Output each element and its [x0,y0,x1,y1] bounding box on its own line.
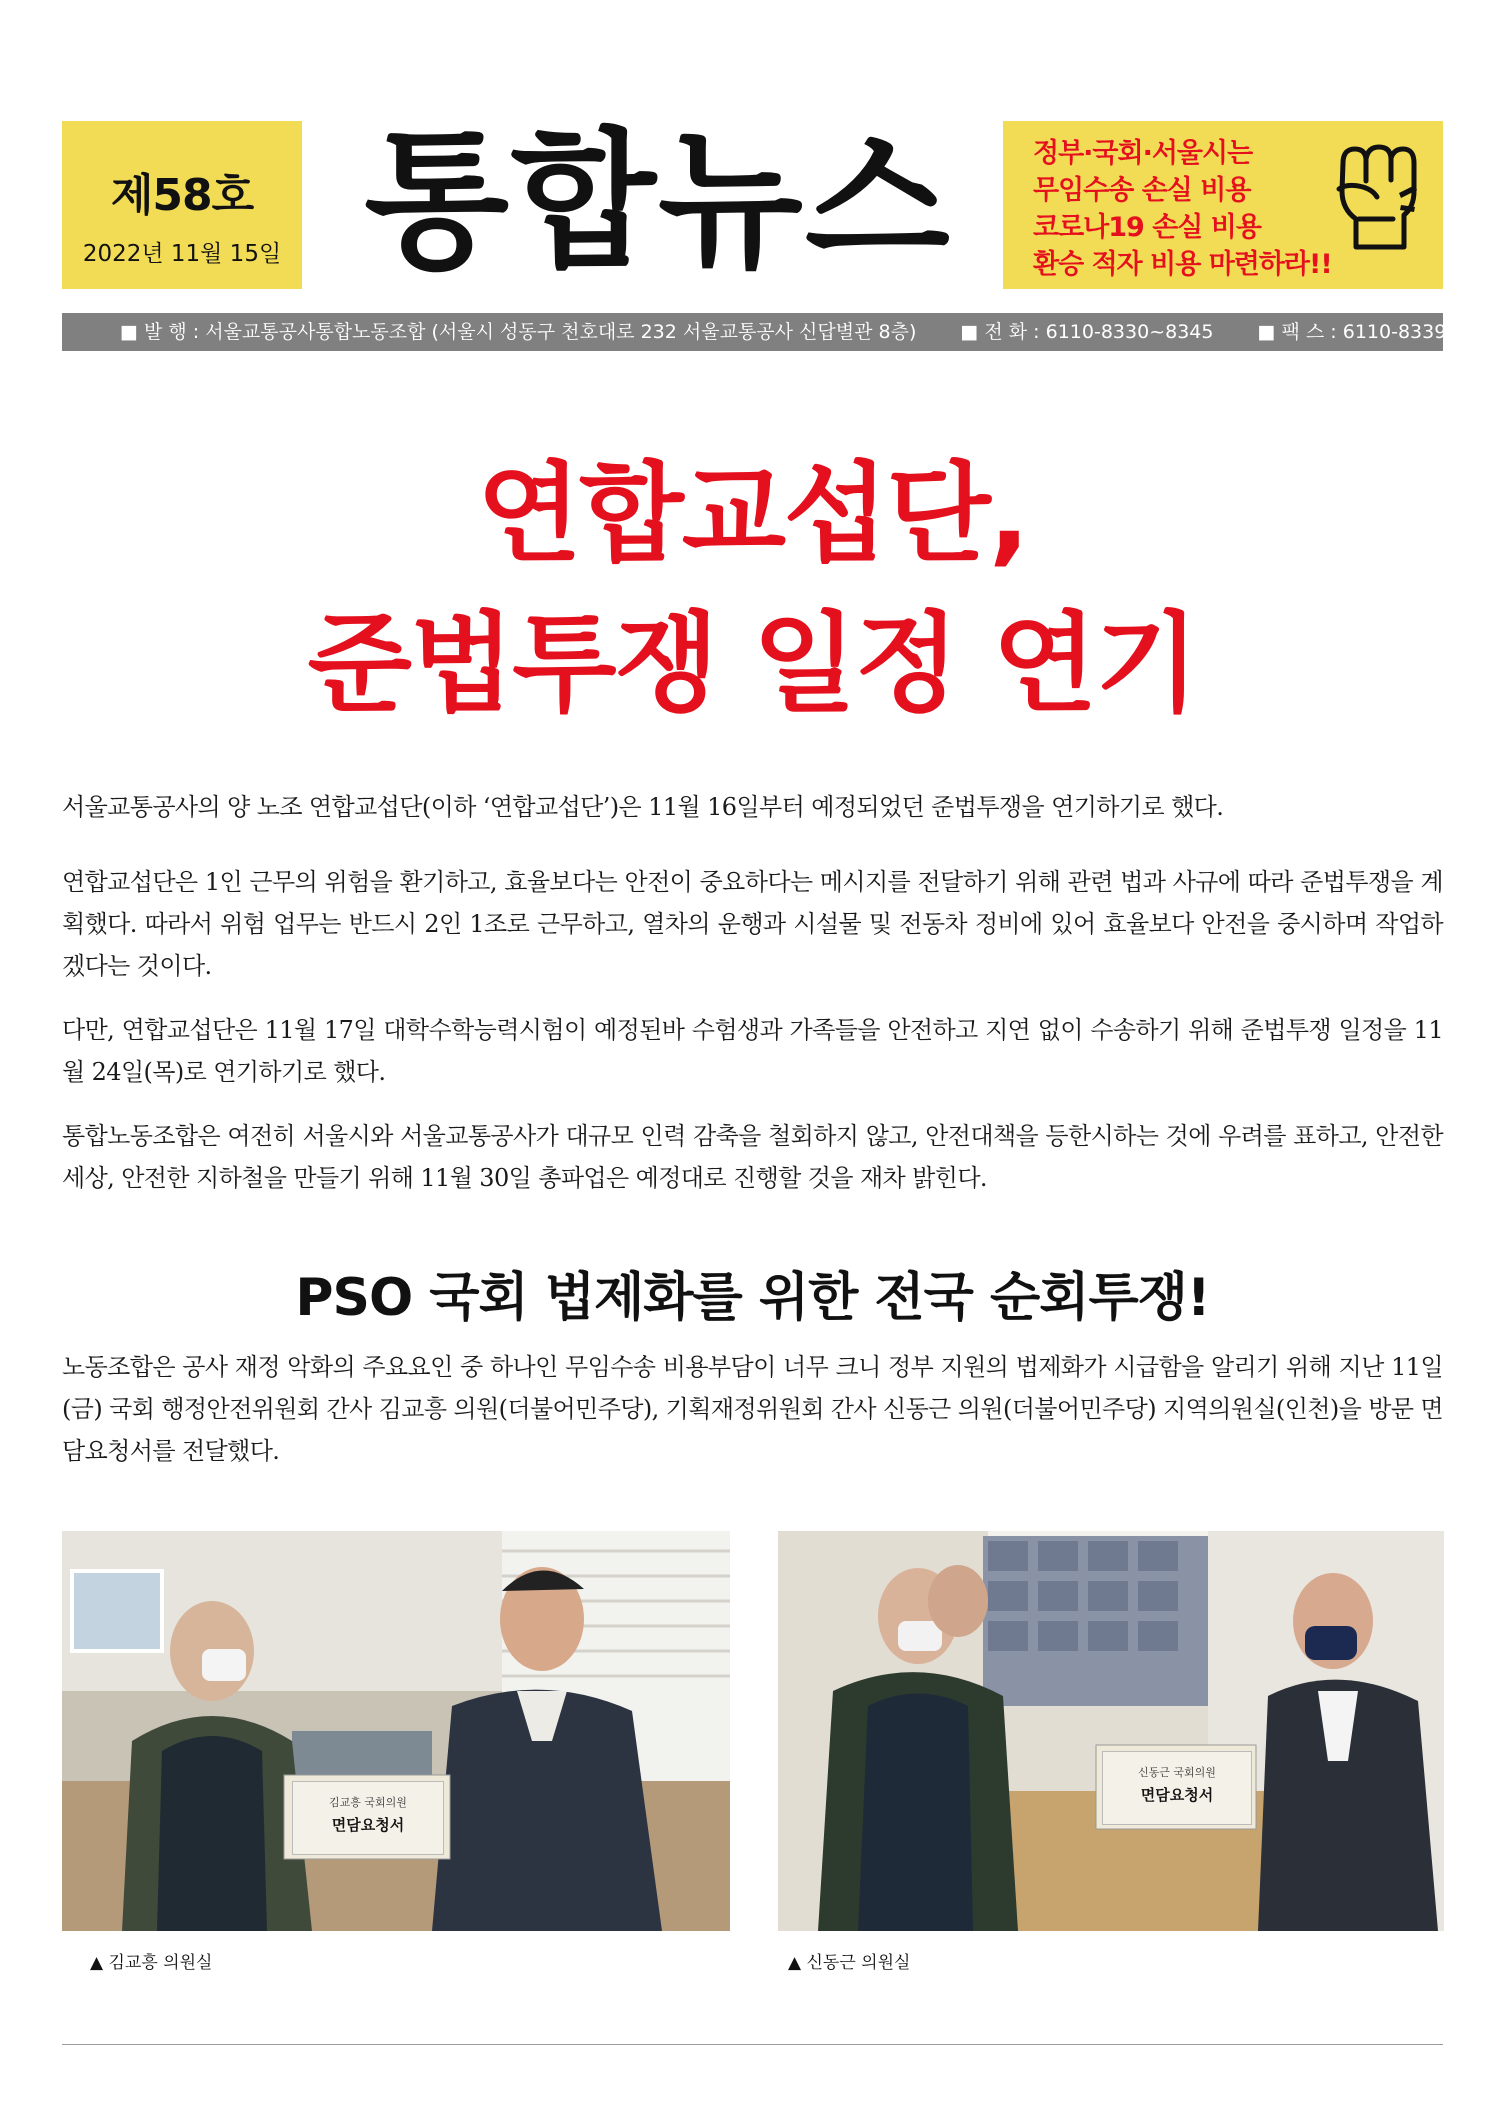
paragraph: 서울교통공사의 양 노조 연합교섭단(이하 ‘연합교섭단’)은 11월 16일부터 예정되었던 준법투쟁을 연기하기로 했다. [62,793,1224,821]
publisher-info: ■ 발 행 : 서울교통공사통합노동조합 (서울시 성동구 천호대로 232 서울교통공사 신답별관 8층) [120,321,917,343]
masthead-title: 통합뉴스 [364,115,952,289]
issue-number: 제58호 [110,170,254,221]
document-title: 면담요청서 [1140,1786,1214,1804]
request-document [1102,1751,1252,1825]
photo-illustration [778,1531,1444,1931]
headline-line: 준법투쟁 일정 연기 [307,602,1198,727]
slogan-box [1003,121,1443,289]
photo-illustration [62,1531,730,1931]
paragraph: 연합교섭단은 1인 근무의 위험을 환기하고, 효율보다는 안전이 중요하다는 메시지를 전달하기 위해 관련 법과 사규에 따라 준법투쟁을 계획했다. 따라서 위험 업무는 반드시 2인 1조로 근무하고, 열차의 운행과 시설물 및 전동차 정비에 있어 효율보다 안전을 중시하며 작업하겠다는 것이다. [62,868,1443,980]
slogan-line: 정부·국회·서울시는 [1033,138,1253,169]
document-recipient: 신동근 국회의원 [1138,1766,1216,1779]
issue-box [62,121,302,289]
fax-info: ■ 팩 스 : 6110-8339 [1257,321,1447,343]
slogan-line: 환승 적자 비용 마련하라!! [1033,249,1332,280]
photo-kim-office [62,1531,730,1931]
raised-fist-icon [1329,133,1429,251]
photo-caption: ▲ 신동근 의원실 [788,1953,911,1973]
pso-paragraph: 노동조합은 공사 재정 악화의 주요요인 중 하나인 무임수송 비용부담이 너무 크니 정부 지원의 법제화가 시급함을 알리기 위해 지난 11일(금) 국회 행정안전위원회 간사 김교흥 의원(더불어민주당), 기획재정위원회 간사 신동근 의원(더불어민주당) 지역의원실(인천)을 방문 면담요청서를 전달했다. [62,1353,1444,1465]
photo-shin-office [778,1531,1444,1931]
paragraph: 다만, 연합교섭단은 11월 17일 대학수학능력시험이 예정된바 수험생과 가족들을 안전하고 지연 없이 수송하기 위해 준법투쟁 일정을 11월 24일(목)로 연기하기로 했다. [62,1016,1443,1086]
document-recipient: 김교흥 국회의원 [329,1796,407,1809]
photo-caption: ▲ 김교흥 의원실 [90,1953,213,1973]
headline-line: 연합교섭단, [477,452,1028,577]
slogan-line: 무임수송 손실 비용 [1033,175,1251,206]
paragraph: 통합노동조합은 여전히 서울시와 서울교통공사가 대규모 인력 감축을 철회하지 않고, 안전대책을 등한시하는 것에 우려를 표하고, 안전한 세상, 안전한 지하철을 만들기 위해 11월 30일 총파업은 예정대로 진행할 것을 재차 밝힌다. [62,1122,1443,1192]
bottom-divider [62,2044,1443,2045]
request-document [292,1781,444,1855]
publisher-info-bar [62,313,1447,351]
section-subhead: PSO 국회 법제화를 위한 전국 순회투쟁! [295,1268,1210,1328]
phone-info: ■ 전 화 : 6110-8330~8345 [960,321,1214,343]
main-headline [62,440,1443,740]
issue-date: 2022년 11월 15일 [82,241,282,267]
document-title: 면담요청서 [331,1816,405,1834]
slogan-line: 코로나19 손실 비용 [1033,212,1261,243]
